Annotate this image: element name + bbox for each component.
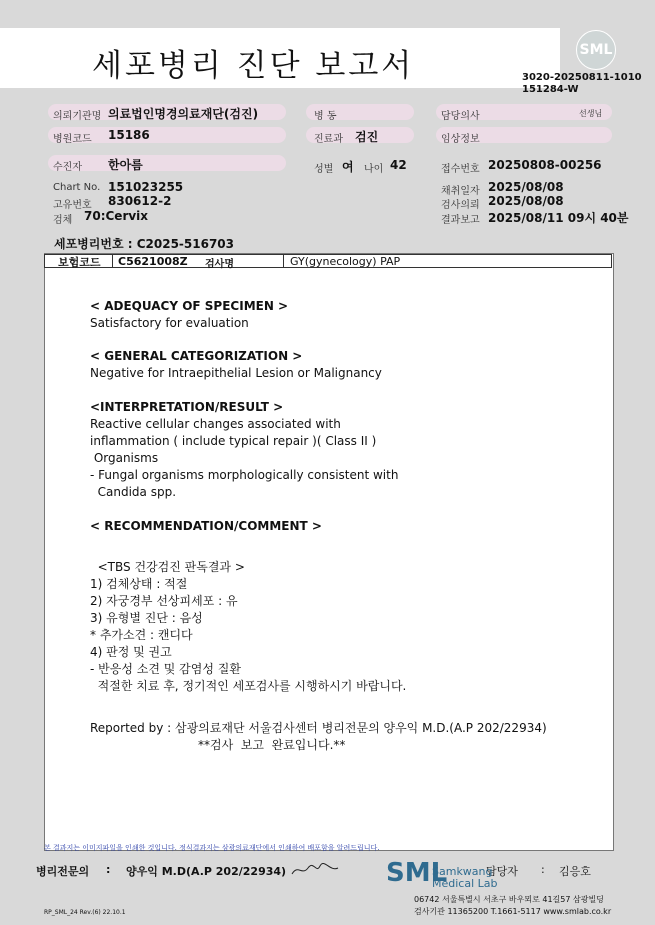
specimen-label: 검체 (53, 215, 73, 226)
tbs-title: <TBS 건강검진 판독결과 > (90, 560, 245, 574)
request-value: 2025/08/08 (488, 194, 564, 208)
cyto-number-label: 세포병리번호 : (54, 237, 133, 251)
collect-value: 2025/08/08 (488, 180, 564, 194)
patient-pill (48, 155, 286, 171)
colon: : (106, 863, 111, 876)
lab-address: 06742 서울특별시 서초구 바우뫼로 41길57 삼광빌딩 (414, 895, 604, 904)
report-title: 세포병리 진단 보고서 (92, 48, 415, 84)
divider (112, 254, 113, 268)
divider (283, 254, 284, 268)
interpretation-line: Candida spp. (90, 485, 177, 499)
adequacy-heading: < ADEQUACY OF SPECIMEN > (90, 299, 289, 313)
tbs-line: 1) 검체상태 : 적절 (90, 577, 188, 591)
institution-label: 의뢰기관명 (53, 111, 102, 122)
pathologist-label: 병리전문의 (36, 865, 90, 878)
tbs-line: 4) 판정 및 권고 (90, 645, 172, 659)
lab-name-line1: Samkwang (432, 865, 493, 878)
clinical-info-label: 임상정보 (441, 134, 480, 145)
document-id (522, 72, 642, 96)
sml-lab-logo-icon: SML (386, 858, 448, 888)
dept-value: 검진 (355, 130, 379, 144)
reported-by: Reported by : 삼광의료재단 서울검사센터 병리전문의 양우익 M.D.(A.P 202/22934) (90, 721, 547, 735)
footer-note: 본 결과지는 이미지파일을 인쇄한 것입니다. 정식결과지는 삼광의료재단에서 인쇄하여 배포함을 알려드립니다. (44, 844, 380, 852)
receipt-value: 20250808-00256 (488, 158, 602, 172)
form-code: RP_SML_24 Rev.(6) 22.10.1 (44, 909, 126, 916)
lab-name (432, 866, 498, 890)
cyto-number (54, 235, 234, 252)
chart-label: Chart No. (53, 182, 101, 193)
general-heading: < GENERAL CATEGORIZATION > (90, 349, 303, 363)
colon: : (541, 863, 545, 876)
collect-label: 채취일자 (441, 186, 480, 197)
unique-value: 830612-2 (108, 194, 172, 208)
cyto-number-value: C2025-516703 (136, 237, 235, 251)
insurance-label: 보험코드 (58, 256, 101, 269)
institution-value: 의료법인명경의료재단(검진) (108, 107, 259, 121)
tbs-line: 적절한 치료 후, 정기적인 세포검사를 시행하시기 바랍니다. (90, 679, 407, 693)
general-text: Negative for Intraepithelial Lesion or Malignancy (90, 366, 382, 380)
tbs-line: 2) 자궁경부 선상피세포 : 유 (90, 594, 238, 608)
sex-label: 성별 (314, 164, 334, 175)
interpretation-heading: <INTERPRETATION/RESULT > (90, 400, 284, 414)
tbs-line: - 반응성 소견 및 감염성 질환 (90, 662, 241, 676)
receipt-label: 접수번호 (441, 164, 480, 175)
hospital-code-value: 15186 (108, 128, 150, 142)
lab-contact: 검사기관 11365200 T.1661-5117 www.smlab.co.kr (414, 907, 612, 916)
sml-logo-icon: SML (576, 30, 616, 70)
manager-value: 김응호 (559, 865, 591, 878)
report-complete: **검사 보고 완료입니다.** (198, 738, 346, 752)
interpretation-line: inflammation ( include typical repair )( Class II ) (90, 434, 377, 448)
interpretation-line: - Fungal organisms morphologically consistent with (90, 468, 399, 482)
request-label: 검사의뢰 (441, 200, 480, 211)
tbs-line: 3) 유형별 진단 : 음성 (90, 611, 203, 625)
specimen-value: 70:Cervix (84, 209, 149, 223)
manager-label: 담당자 (486, 865, 518, 878)
chart-value: 151023255 (108, 180, 184, 194)
result-value: 2025/08/11 09시 40분 (488, 211, 629, 225)
doctor-value: 선생님 (579, 109, 603, 118)
age-value: 42 (390, 158, 407, 172)
result-label: 결과보고 (441, 215, 480, 226)
adequacy-text: Satisfactory for evaluation (90, 316, 249, 330)
interpretation-line: Reactive cellular changes associated with (90, 417, 341, 431)
patient-label: 수진자 (53, 162, 82, 173)
patient-value: 한아름 (108, 158, 143, 172)
dept-label: 진료과 (314, 134, 343, 145)
report-body-box (44, 253, 614, 851)
test-name-value: GY(gynecology) PAP (290, 255, 401, 268)
unique-label: 고유번호 (53, 200, 92, 211)
test-name-label: 검사명 (205, 259, 234, 270)
sex-value: 여 (342, 160, 354, 174)
lab-name-line2: Medical Lab (432, 877, 498, 890)
interpretation-line: Organisms (90, 451, 159, 465)
doc-id-line1: 3020-20250811-1010 (522, 72, 642, 83)
recommendation-heading: < RECOMMENDATION/COMMENT > (90, 519, 322, 533)
age-label: 나이 (364, 164, 384, 175)
insurance-value: C5621008Z (118, 255, 188, 268)
hospital-code-label: 병원코드 (53, 134, 92, 145)
signature-icon (290, 860, 342, 880)
doctor-label: 담당의사 (441, 111, 480, 122)
ward-label: 병 동 (314, 111, 337, 122)
pathologist-value: 양우익 M.D(A.P 202/22934) (126, 865, 287, 878)
doc-id-line2: 151284-W (522, 84, 579, 95)
tbs-line: * 추가소견 : 캔디다 (90, 628, 193, 642)
